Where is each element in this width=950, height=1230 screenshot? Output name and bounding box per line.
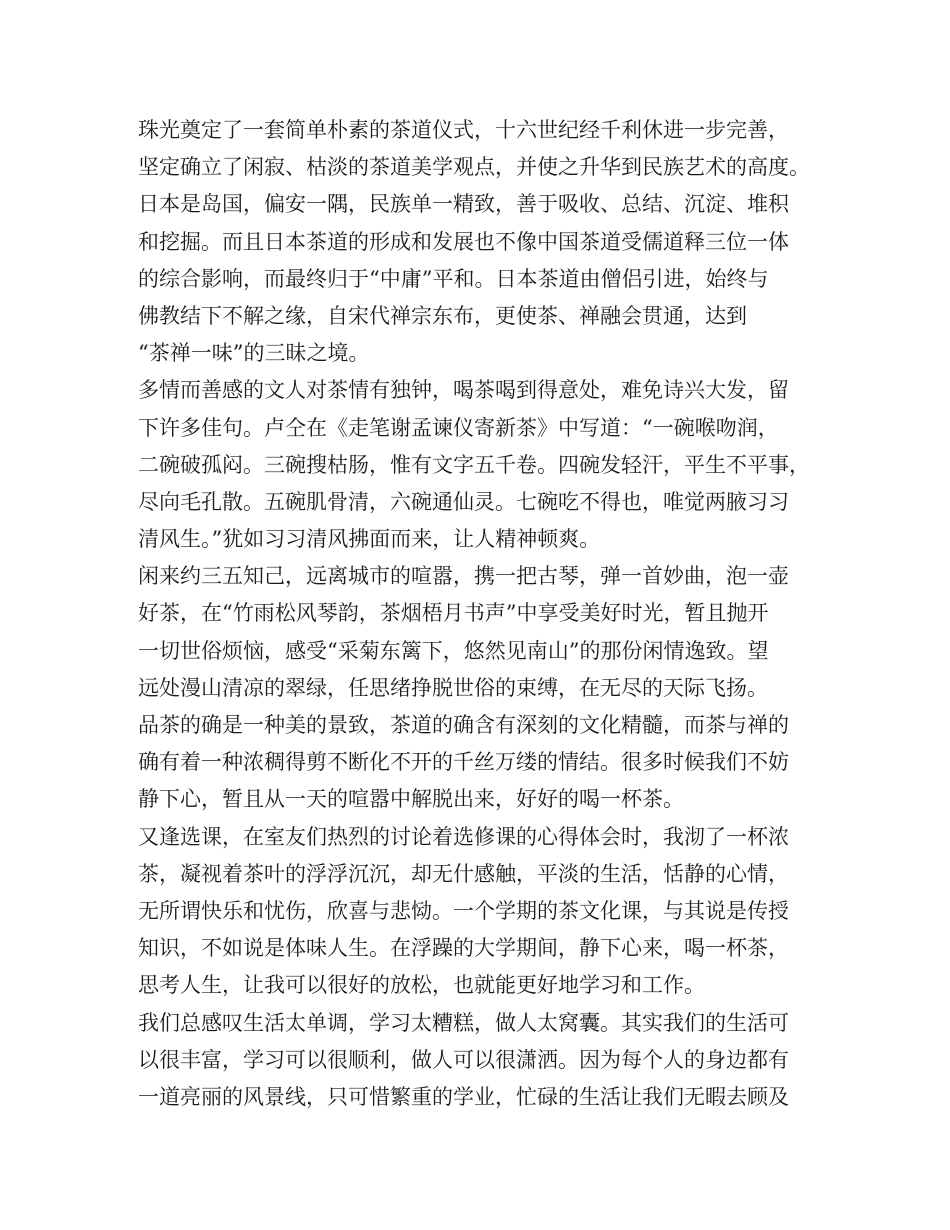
text-line: 下许多佳句。卢仝在《走笔谢孟谏仪寄新茶》中写道：“一碗喉吻润， xyxy=(138,415,779,440)
text-line: 又逢选课，在室友们热烈的讨论着选修课的心得体会时，我沏了一杯浓 xyxy=(138,824,789,849)
text-line: 我们总感叹生活太单调，学习太糟糕，做人太窝囊。其实我们的生活可 xyxy=(138,1010,789,1035)
text-line: 尽向毛孔散。五碗肌骨清，六碗通仙灵。七碗吃不得也，唯觉两腋习习 xyxy=(138,489,789,514)
text-line: 好茶，在“竹雨松风琴韵，茶烟梧月书声”中享受美好时光，暂且抛开 xyxy=(138,601,769,626)
text-line: 一道亮丽的风景线，只可惜繁重的学业，忙碌的生活让我们无暇去顾及 xyxy=(138,1084,789,1109)
text-line: 品茶的确是一种美的景致，茶道的确含有深刻的文化精髓，而茶与禅的 xyxy=(138,713,789,737)
text-line: 多情而善感的文人对茶情有独钟，喝茶喝到得意处，难免诗兴大发，留 xyxy=(138,378,789,403)
text-line: 一切世俗烦恼，感受“采菊东篱下，悠然见南山”的那份闲情逸致。望 xyxy=(138,638,769,663)
text-line: 茶，凝视着茶叶的浮浮沉沉，却无什感触，平淡的生活，恬静的心情， xyxy=(138,861,789,886)
text-line: 珠光奠定了一套简单朴素的茶道仪式，十六世纪经千利休进一步完善， xyxy=(138,118,789,142)
text-line: 的综合影响，而最终归于“中庸”平和。日本茶道由僧侣引进，始终与 xyxy=(138,266,769,291)
text-line: 远处漫山清凉的翠绿，任思绪挣脱世俗的束缚，在无尽的天际飞扬。 xyxy=(138,675,768,700)
text-line: “茶禅一味”的三昧之境。 xyxy=(138,341,370,366)
text-line: 坚定确立了闲寂、枯淡的茶道美学观点，并使之升华到民族艺术的高度。 xyxy=(138,155,810,180)
text-line: 无所谓快乐和忧伤，欣喜与悲恸。一个学期的茶文化课，与其说是传授 xyxy=(138,898,789,923)
text-line: 静下心，暂且从一天的喧嚣中解脱出来，好好的喝一杯茶。 xyxy=(138,787,684,812)
document-body xyxy=(138,112,838,1116)
text-line: 和挖掘。而且日本茶道的形成和发展也不像中国茶道受儒道释三位一体 xyxy=(138,229,789,254)
text-line: 知识，不如说是体味人生。在浮躁的大学期间，静下心来，喝一杯茶， xyxy=(138,936,789,961)
text-line: 确有着一种浓稠得剪不断化不开的千丝万缕的情结。很多时候我们不妨 xyxy=(138,750,789,775)
text-line: 佛教结下不解之缘，自宋代禅宗东布，更使茶、禅融会贯通，达到 xyxy=(138,303,747,328)
text-line: 二碗破孤闷。三碗搜枯肠，惟有文字五千卷。四碗发轻汗，平生不平事， xyxy=(138,452,810,477)
text-line: 思考人生，让我可以很好的放松，也就能更好地学习和工作。 xyxy=(138,973,705,998)
text-line: 以很丰富，学习可以很顺利，做人可以很潇洒。因为每个人的身边都有 xyxy=(138,1047,789,1072)
text-line: 清风生。”犹如习习清风拂面而来，让人精神顿爽。 xyxy=(138,527,601,552)
text-line: 闲来约三五知己，远离城市的喧嚣，携一把古琴，弹一首妙曲，泡一壶 xyxy=(138,564,789,589)
text-line: 日本是岛国，偏安一隅，民族单一精致，善于吸收、总结、沉淀、堆积 xyxy=(138,192,789,217)
